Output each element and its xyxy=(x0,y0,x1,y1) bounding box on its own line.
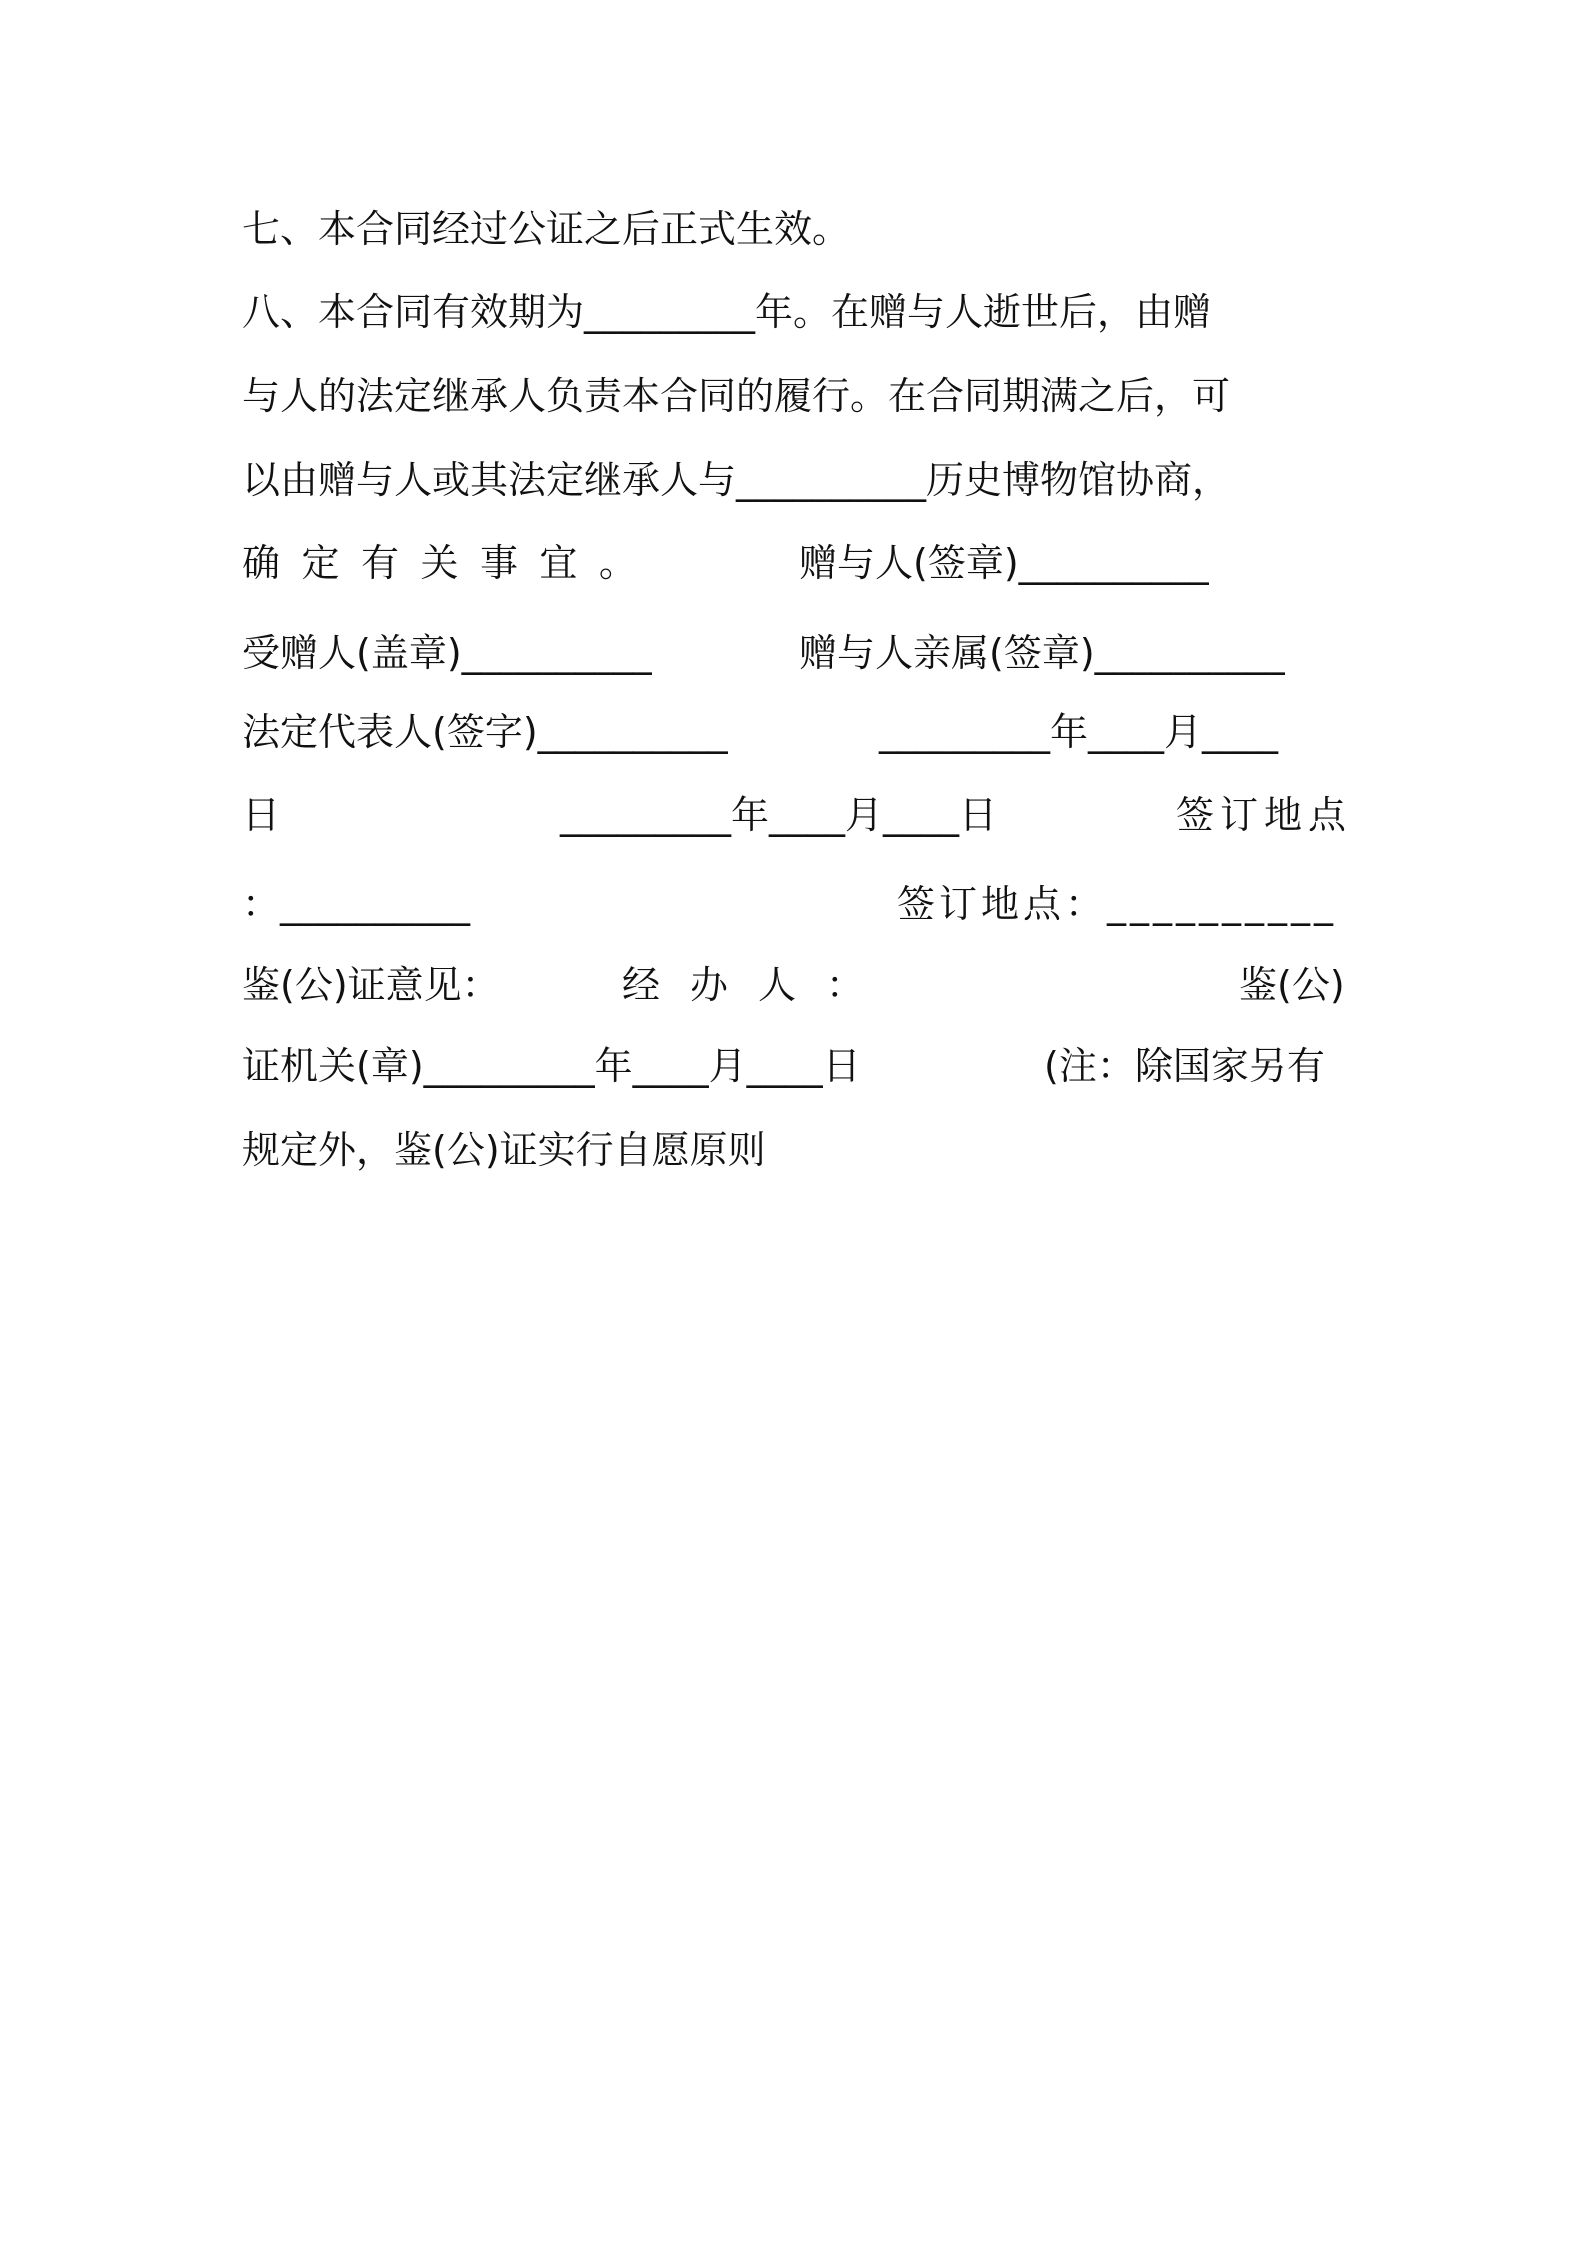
date-field-2: _________年____月____日 xyxy=(560,793,998,837)
char: ： xyxy=(825,963,864,1007)
clause-7 xyxy=(242,199,1354,259)
signature-row-3 xyxy=(242,785,1354,845)
char: 宜 xyxy=(539,541,578,585)
char: 关 xyxy=(420,541,459,585)
clause-8-text-4 xyxy=(242,533,637,593)
char: 定 xyxy=(301,541,340,585)
signing-place-field-2: 签订地点：__________ xyxy=(897,882,1338,926)
char: 有 xyxy=(360,541,399,585)
donee-seal-field: 受赠人(盖章)__________ xyxy=(242,631,652,675)
clause-8-line-4 xyxy=(242,533,1354,593)
signature-row-2 xyxy=(242,702,1354,762)
clause-7-text: 七、本合同经过公证之后正式生效。 xyxy=(242,207,851,251)
donor-relative-signature-field: 赠与人亲属(签章)__________ xyxy=(799,631,1285,675)
char: 经 xyxy=(622,963,661,1007)
date-field-1-day: 日 xyxy=(242,793,281,837)
clause-8-text-3: 以由赠与人或其法定继承人与__________历史博物馆协商， xyxy=(242,458,1231,502)
legal-representative-signature-field: 法定代表人(签字)__________ xyxy=(242,710,728,754)
note-row xyxy=(242,1120,1354,1180)
clause-8-line-2 xyxy=(242,366,1354,426)
char: 。 xyxy=(598,541,637,585)
clause-8-text-2: 与人的法定继承人负责本合同的履行。在合同期满之后，可 xyxy=(242,374,1231,418)
note-text-part-1: (注：除国家另有 xyxy=(1044,1044,1325,1088)
notary-opinion-label: 鉴(公)证意见： xyxy=(242,963,500,1007)
char: 事 xyxy=(479,541,518,585)
clause-8-text-1: 八、本合同有效期为_________年。在赠与人逝世后，由赠 xyxy=(242,290,1212,334)
signature-row-1 xyxy=(242,623,1354,683)
clause-8-line-3 xyxy=(242,450,1354,510)
handler-label xyxy=(622,955,864,1015)
date-field-1: _________年____月____ xyxy=(879,710,1279,754)
note-text-part-2: 规定外，鉴(公)证实行自愿原则 xyxy=(242,1128,766,1172)
signature-row-4 xyxy=(242,874,1354,934)
char: 办 xyxy=(689,963,728,1007)
signing-place-label-1: 签订地点 xyxy=(1176,793,1353,837)
signing-place-field-1: ：__________ xyxy=(242,882,471,926)
notary-office-seal-field: 证机关(章)_________年____月____日 xyxy=(242,1044,861,1088)
notary-row-1 xyxy=(242,955,1354,1015)
donor-signature-field: 赠与人(签章)__________ xyxy=(799,541,1209,585)
char: 人 xyxy=(757,963,796,1007)
notary-row-2 xyxy=(242,1036,1354,1096)
char: 确 xyxy=(242,541,281,585)
clause-8-line-1 xyxy=(242,282,1354,342)
notary-office-label-part-1: 鉴(公) xyxy=(1239,963,1345,1007)
